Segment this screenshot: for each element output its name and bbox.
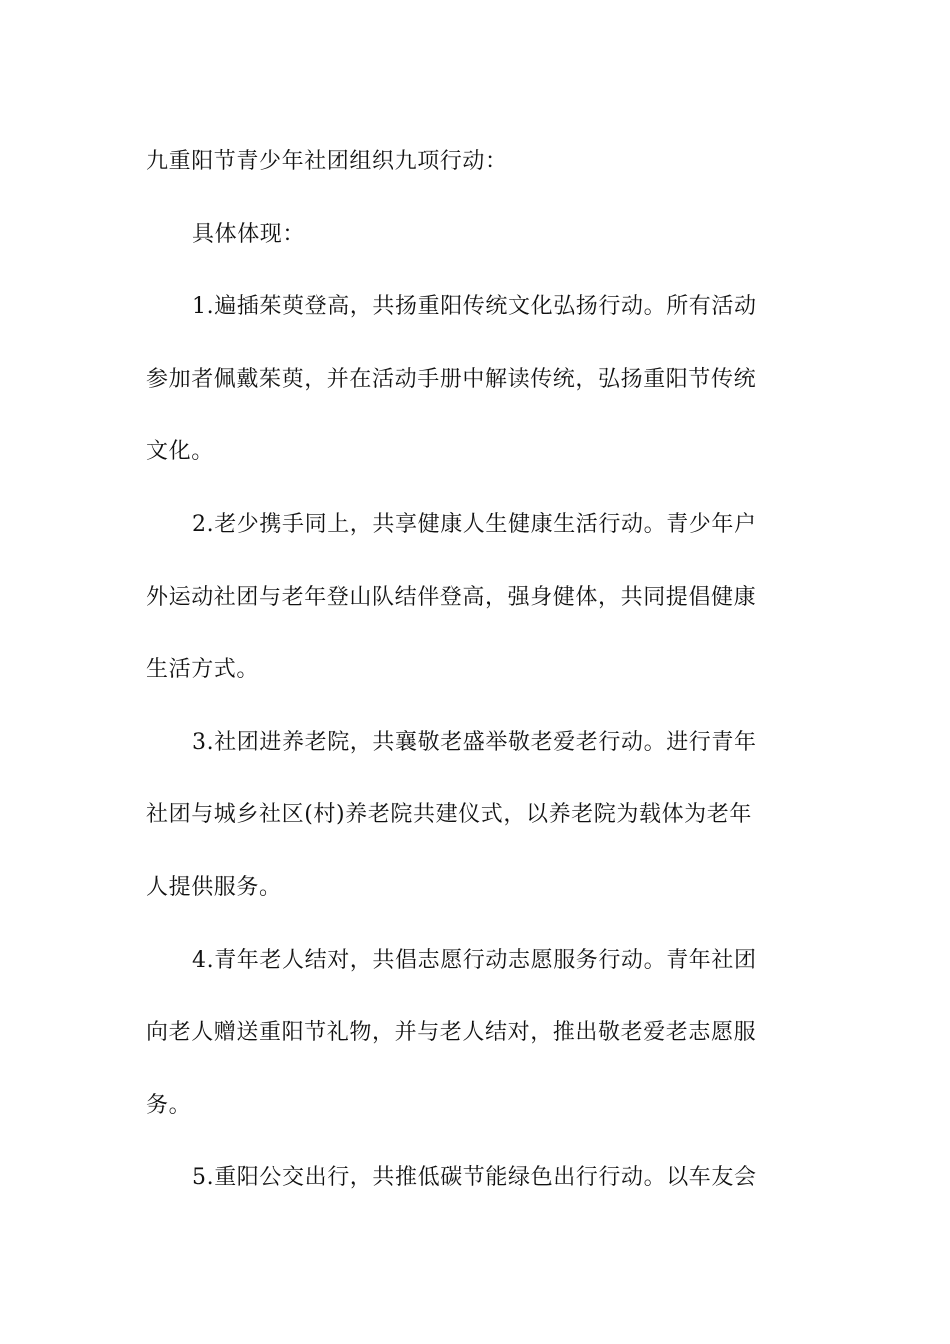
paragraph-line: 参加者佩戴茱萸，并在活动手册中解读传统，弘扬重阳节传统 (146, 366, 757, 392)
paragraph-line: 外运动社团与老年登山队结伴登高，强身健体，共同提倡健康 (146, 584, 757, 610)
paragraph-line: 人提供服务。 (146, 874, 282, 900)
paragraph-line: 向老人赠送重阳节礼物，并与老人结对，推出敬老爱老志愿服 (146, 1020, 757, 1046)
paragraph-line: 社团与城乡社区(村)养老院共建仪式，以养老院为载体为老年 (146, 802, 752, 828)
paragraph-line: 4.青年老人结对，共倡志愿行动志愿服务行动。青年社团 (192, 947, 757, 973)
document-body (146, 126, 806, 1215)
paragraph-line: 2.老少携手同上，共享健康人生健康生活行动。青少年户 (192, 511, 757, 537)
subheading-line: 具体体现： (192, 221, 306, 247)
paragraph-line: 1.遍插茱萸登高，共扬重阳传统文化弘扬行动。所有活动 (192, 294, 757, 320)
paragraph-line: 务。 (146, 1092, 192, 1118)
paragraph-line: 生活方式。 (146, 657, 260, 683)
heading-line: 九重阳节青少年社团组织九项行动： (146, 149, 508, 174)
paragraph-line: 5.重阳公交出行，共推低碳节能绿色出行行动。以车友会 (192, 1165, 757, 1191)
paragraph-line: 文化。 (146, 439, 214, 465)
paragraph-line: 3.社团进养老院，共襄敬老盛举敬老爱老行动。进行青年 (192, 729, 757, 755)
